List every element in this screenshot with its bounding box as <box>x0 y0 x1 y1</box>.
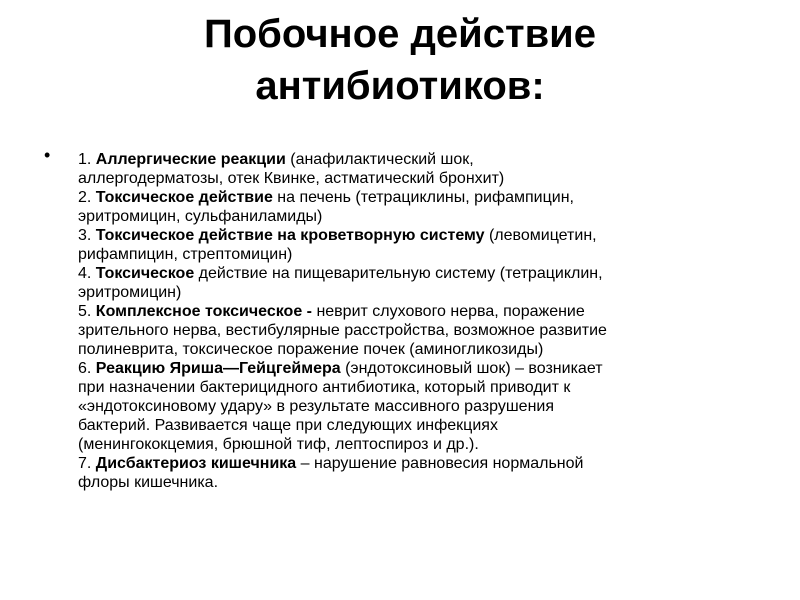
text-segment: (левомицетин, <box>484 227 597 244</box>
bold-term: Токсическое действие на кроветворную систему <box>95 227 485 244</box>
slide-title <box>0 8 800 112</box>
text-segment: рифампицин, стрептомицин) <box>78 246 293 263</box>
text-segment: (менингококцемия, брюшной тиф, лептоспироз и др.). <box>78 436 479 453</box>
bold-term: Реакцию Яриша—Гейцгеймера <box>95 360 341 377</box>
bullet-icon: • <box>44 145 51 165</box>
text-segment: (анафилактический шок, <box>285 151 474 168</box>
text-segment: действие на пищеварительную систему (тетрациклин, <box>194 265 603 282</box>
text-line <box>78 454 768 473</box>
text-segment: – нарушение равновесия нормальной <box>296 455 584 472</box>
text-segment: «эндотоксиновому удару» в результате массивного разрушения <box>78 398 555 415</box>
text-line <box>78 207 768 226</box>
text-segment: эритромицин) <box>78 284 182 301</box>
text-segment: при назначении бактерицидного антибиотика, который приводит к <box>78 379 571 396</box>
side-effects-list <box>78 150 768 492</box>
text-segment: полиневрита, токсическое поражение почек (аминогликозиды) <box>78 341 544 358</box>
text-segment: 6. <box>78 360 96 377</box>
text-line <box>78 473 768 492</box>
bold-term: Комплексное токсическое - <box>95 303 312 320</box>
text-line <box>78 416 768 435</box>
text-segment: 3. <box>78 227 96 244</box>
bold-term: Токсическое <box>95 265 195 282</box>
text-segment: аллергодерматозы, отек Квинке, астматический бронхит) <box>78 170 505 187</box>
bold-term: Дисбактериоз кишечника <box>95 455 297 472</box>
text-line <box>78 302 768 321</box>
bold-term: Токсическое действие <box>95 189 273 206</box>
text-segment: неврит слухового нерва, поражение <box>312 303 585 320</box>
text-line <box>78 226 768 245</box>
text-line <box>78 340 768 359</box>
text-line <box>78 378 768 397</box>
text-segment: (эндотоксиновый шок) – возникает <box>340 360 603 377</box>
text-line <box>78 359 768 378</box>
text-line <box>78 150 768 169</box>
text-line <box>78 435 768 454</box>
text-segment: 5. <box>78 303 96 320</box>
text-line <box>78 264 768 283</box>
slide-title-line-2: антибиотиков: <box>255 64 545 108</box>
bold-term: Аллергические реакции <box>95 151 286 168</box>
text-segment: эритромицин, сульфаниламиды) <box>78 208 323 225</box>
text-line <box>78 245 768 264</box>
text-line <box>78 283 768 302</box>
text-segment: 7. <box>78 455 96 472</box>
text-line <box>78 169 768 188</box>
text-line <box>78 397 768 416</box>
slide-title-line-1: Побочное действие <box>204 12 596 56</box>
text-line <box>78 321 768 340</box>
text-segment: бактерий. Развивается чаще при следующих инфекциях <box>78 417 498 434</box>
text-line <box>78 188 768 207</box>
text-segment: зрительного нерва, вестибулярные расстройства, возможное развитие <box>78 322 607 339</box>
text-segment: флоры кишечника. <box>78 474 219 491</box>
text-segment: 4. <box>78 265 96 282</box>
text-segment: на печень (тетрациклины, рифампицин, <box>272 189 574 206</box>
text-segment: 2. <box>78 189 96 206</box>
text-segment: 1. <box>78 151 96 168</box>
